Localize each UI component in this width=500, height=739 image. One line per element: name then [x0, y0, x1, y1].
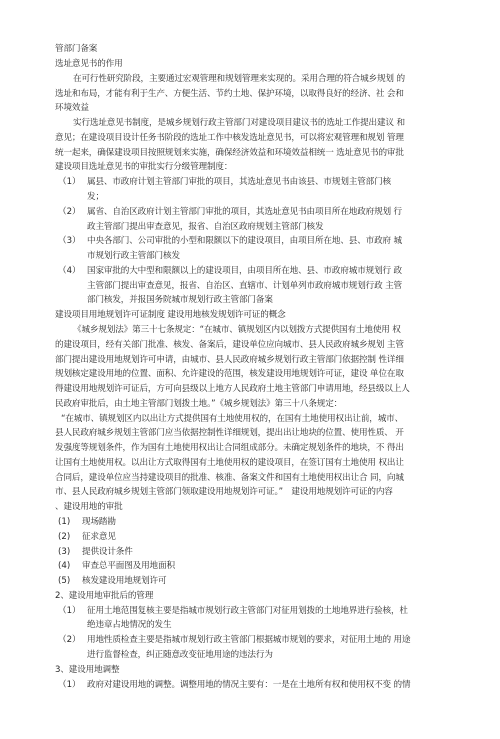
- text-line: 统一起来，确保建设项目按照规划来实施，确保经济效益和环境效益相统一 选址意见书的审批: [55, 148, 404, 158]
- text-line: 选址和布局，才能有利于生产、方便生活、节约土地、保护环境，以取得良好的经济、社 会和: [55, 89, 404, 99]
- text-line: 2、建设用地审批后的管理: [55, 591, 154, 601]
- list-item: 现场踏勘: [82, 517, 116, 527]
- text-line: 发；: [87, 192, 104, 202]
- list-item-number: （3）: [58, 236, 81, 246]
- text-line: 选址意见书的作用: [55, 59, 123, 69]
- text-line: 让国有土地使用权。以出让方式取得国有土地使用权的建设项目，在签订国有土地使用 权出让: [55, 458, 404, 468]
- list-item-number: (5): [58, 576, 71, 586]
- list-item-number: （1）: [58, 606, 81, 616]
- text-line: “在城市、镇规划区内以出让方式提供国有土地使用权的，在国有土地使用权出让前，城市、: [61, 414, 404, 424]
- text-line: 政主管部门提出审查意见，报省、自治区政府规划主管部门核发: [87, 222, 324, 232]
- list-item-number: （2）: [58, 207, 81, 217]
- list-item: 属省、自治区政府计划主管部门审批的项目，其选址意见书由项目所在地政府规划 行: [87, 207, 403, 217]
- text-line: 的建设项目，经有关部门批准、核发、备案后，建设单位应向城市、县人民政府城乡规划 主管: [55, 340, 404, 350]
- text-line: 县人民政府城乡规划主管部门应当依据控制性详细规划，提出出让地块的位置、使用性质、 开: [55, 428, 404, 438]
- text-line: 绝违章占地情况的发生: [87, 620, 172, 630]
- text-line: 合同后，建设单位应当持建设项目的批准、核准、备案文件和国有土地使用权出让合 同，向城: [55, 473, 404, 483]
- list-item: 核发建设用地规划许可: [82, 576, 167, 586]
- list-item: 属县、市政府计划主管部门审批的项目，其选址意见书由该县、市规划主管部门核: [87, 177, 391, 187]
- text-line: 得建设用地规划许可证后，方可向县级以上地方人民政府土地主管部门申请用地，经县级以上人: [55, 384, 410, 394]
- text-line: 环境效益: [55, 103, 89, 113]
- list-item: 政府对建设用地的调整。调整用地的情况主要有：一是在土地所有权和使用权不变 的情: [87, 680, 411, 690]
- list-item-number: (3): [58, 547, 71, 557]
- text-line: 部门核发，并报国务院城市规划行政主管部门备案: [87, 295, 273, 305]
- text-line: 、建设用地的审批: [55, 502, 123, 512]
- text-line: 发强度等规划条件，作为国有土地使用权出让合同组成部分。未确定规划条件的地块，不 得出: [55, 443, 404, 453]
- text-line: 意见；在建设项目设计任务书阶段的选址工作中核发选址意见书，可以将宏观管理和规划 管理: [55, 133, 404, 143]
- list-item-number: (2): [58, 532, 71, 542]
- text-line: 市、县人民政府城乡规划主管部门领取建设用地规划许可证。” 建设用地规划许可证的内容: [55, 487, 393, 497]
- list-item: 中央各部门、公司审批的小型和限额以下的建设项目，由项目所在地、县、市政府 城: [87, 236, 403, 246]
- list-item: 用地性质检查主要是指城市规划行政主管部门根据城市规划的要求，对征用土地的 用途: [87, 635, 411, 645]
- list-item-number: (4): [58, 561, 71, 571]
- text-line: 市规划行政主管部门核发: [87, 251, 180, 261]
- document-title: 管部门备案: [55, 44, 98, 54]
- text-line: 在可行性研究阶段，主要通过宏观管理和规划管理来实现的。采用合理的符合城乡规划 的: [73, 74, 405, 84]
- text-line: 规划核定建设用地的位置、面积、允许建设的范围，核发建设用地规划许可证，建设 单位在取: [55, 369, 404, 379]
- text-line: 进行监督检查，纠正随意改变征地用途的违法行为: [87, 650, 273, 660]
- list-item: 征用土地范围复核主要是指城市规划行政主管部门对征用划拨的土地地界进行验核，杜: [87, 606, 408, 616]
- text-line: 主管部门提出审查意见，报省、自治区、直辖市、计划单列市政府城市规划行政 主管: [87, 281, 403, 291]
- list-item: 审查总平面图及用地面积: [82, 561, 175, 571]
- text-line: 民政府审批后，由土地主管部门划拨土地。”《城乡规划法》第三十八条规定：: [55, 399, 343, 409]
- list-item-number: （1）: [58, 177, 81, 187]
- list-item: 国家审批的大中型和限额以上的建设项目，由项目所在地、县、市政府城市规划行 政: [87, 266, 403, 276]
- text-line: 《城乡规划法》第三十七条规定：“在城市、镇规划区内以划拨方式提供国有土地使用 权: [73, 325, 401, 335]
- text-line: 部门提出建设用地规划许可申请，由城市、县人民政府城乡规划行政主管部门依据控制 性详细: [55, 355, 404, 365]
- list-item-number: （1）: [58, 680, 81, 690]
- list-item-number: （2）: [58, 635, 81, 645]
- text-line: 实行选址意见书制度，是城乡规划行政主管部门对建设项目建议书的选址工作提出建议 和: [73, 118, 405, 128]
- text-line: 建设项目选址意见书的审批实行分级管理制度：: [55, 162, 233, 172]
- list-item-number: （4）: [58, 266, 81, 276]
- list-item: 提供设计条件: [82, 547, 133, 557]
- list-item: 征求意见: [82, 532, 116, 542]
- list-item-number: (1): [58, 517, 71, 527]
- text-line: 3、建设用地调整: [55, 665, 120, 675]
- text-line: 建设项目用地规划许可证制度 建设用地核发规划许可证的概念: [55, 310, 286, 320]
